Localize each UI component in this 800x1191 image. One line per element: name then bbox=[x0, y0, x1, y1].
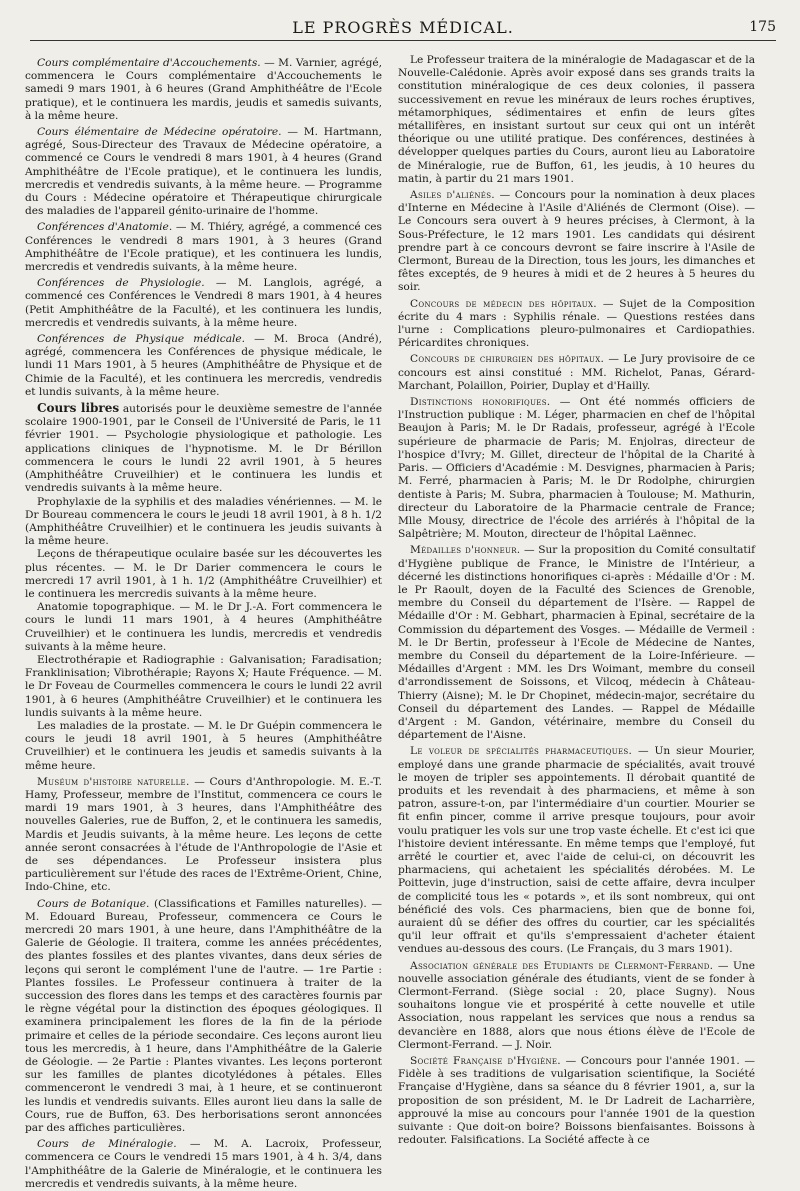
paragraph-text: (Classifications et Familles naturelles). — M. Edouard Bureau, Professeur, commencera ce Cours le mercredi 20 mars 1901, à une heure, dans l'Amphithéâtre de la Galerie de Géologie. Il traitera, comme les années précédentes, des plantes fossiles et des plantes vivantes, dans deux séries de leçons qui seront le complément l'une de l'autre. — 1re Partie : Plantes fossiles. Le Professeur continuera à traiter de la succession des flores dans les temps et des caractères fournis par le règne végétal pour la distinction des époques géologiques. Il examinera principalement les flores de la fin de la période primaire et celles de la période secondaire. Ces leçons auront lieu tous les mercredis, à 1 heure, dans l'Amphithéâtre de la Galerie de Géologie. — 2e Partie : Plantes vivantes. Les leçons porteront sur les familles de plantes dicotylédones à pétales. Elles commenceront le vendredi 3 mai, à 1 heure, et se continueront les lundis et vendredis suivants. Elles auront lieu dans la salle de Cours, rue de Buffon, 63. Des herborisations seront annoncées par des affiches particulières. bbox=[25, 897, 382, 1135]
paragraph bbox=[25, 898, 382, 1136]
paragraph-text: — M. Hartmann, agrégé, Sous-Directeur des Travaux de Médecine opératoire, a commencé ce Cours le vendredi 8 mars 1901, à 4 heures (Grand Amphithéâtre de l'Ecole pratique), et le continuera les lundis, mercredis et vendredis suivants, à la même heure. — Programme du Cours : Médecine opératoire et Thérapeutique chirurgicale des maladies de l'appareil génito-urinaire de l'homme. bbox=[25, 126, 382, 218]
paragraph bbox=[25, 277, 382, 330]
paragraph-text: — Un sieur Mourier, employé dans une grande pharmacie de spécialités, avait trouvé le moyen de tripler ses appointements. Il dérobait quantité de produits et les revendait à des pharmaciens, et même à son patron, assure-t-on, par l'intermédiaire d'un courtier. Mourier se fit enfin pincer, comme il arrive presque toujours, pour avoir voulu pratiquer les vols sur une trop vaste échelle. Et c'est ici que l'histoire devient intéressante. En même temps que l'employé, fut arrêté le courtier et, avec l'aide de celui-ci, on découvrit les pharmaciens, qui achetaient les spécialités dérobées. M. Le Poittevin, juge d'instruction, saisi de cette affaire, devra inculper de complicité tous les « potards », et ils sont nombreux, qui ont bénéficié des vols. Ces pharmaciens, bien que de bonne foi, auraient dû se défier des offres du courtier, car les spécialités qu'il leur offrait et qu'ils s'empressaient d'acheter étaient vendues au-dessous des cours. (Le Français, du 3 mars 1901). bbox=[398, 745, 755, 956]
paragraph bbox=[398, 960, 755, 1052]
paragraph-lead: Concours de chirurgien des hôpitaux. bbox=[410, 353, 605, 366]
paragraph-text: autorisés pour le deuxième semestre de l'année scolaire 1900-1901, par le Conseil de l'Université de Paris, le 11 février 1901. — Psychologie physiologique et pathologie. Les applications cliniques de l'hypnotisme. M. le Dr Bérillon commencera le cours le lundi 22 avril 1901, à 5 heures (Amphithéâtre Cruveilhier) et le continuera les lundis et vendredis suivants à la même heure. bbox=[25, 403, 382, 495]
paragraph-lead: Médailles d'honneur. bbox=[410, 544, 521, 557]
paragraph-text: — M. Varnier, agrégé, commencera le Cours complémentaire d'Accouchements le samedi 9 mars 1901, à 6 heures (Grand Amphithéâtre de l'Ecole pratique), et le continuera les mardis, jeudis et samedis suivants, à la même heure. bbox=[25, 57, 382, 122]
journal-title: LE PROGRÈS MÉDICAL. bbox=[292, 18, 514, 37]
paragraph-text: — Concours pour l'année 1901. — Fidèle à ses traditions de vulgarisation scientifique, la Société Française d'Hygiène, dans sa séance du 8 février 1901, a, sur la proposition de son président, M. le Dr Ladreit de Lacharrière, approuvé la mise au concours pour l'année 1901 de la question suivante : Que doit-on boire? Boissons bienfaisantes. Boissons à redouter. Falsifications. La Société affecte à ce bbox=[398, 1055, 755, 1147]
paragraph-lead: Asiles d'aliénés. bbox=[410, 189, 495, 202]
paragraph-text: — Ont été nommés officiers de l'Instruction publique : M. Léger, pharmacien en chef de l'hôpital Beaujon à Paris; M. le Dr Radais, professeur, agrégé à l'Ecole supérieure de pharmacie de Paris; M. Enjolras, directeur de l'hospice d'Ivry; M. Gillet, directeur de l'hôpital de la Charité à Paris. — Officiers d'Académie : M. Desvignes, pharmacien à Paris; M. Ferré, pharmacien à Paris; M. le Dr Rodolphe, chirurgien dentiste à Paris; M. Subra, pharmacien à Toulouse; M. Mathurin, directeur du Laboratoire de la Pharmacie centrale de France; Mlle Mousy, directrice de l'école des arriérés à l'hôpital de la Salpêtrière; M. Mouton, directeur de l'hôpital Laënnec. bbox=[398, 396, 755, 541]
paragraph-text: Leçons de thérapeutique oculaire basée sur les découvertes les plus récentes. — M. le Dr Darier commencera le cours le mercredi 17 avril 1901, à 1 h. 1/2 (Amphithéâtre Cruveilhier) et le continuera les mercredis suivants à la même heure. bbox=[25, 548, 382, 600]
paragraph-lead: Concours de médecin des hôpitaux. bbox=[410, 297, 597, 310]
paragraph bbox=[398, 396, 755, 541]
paragraph bbox=[398, 353, 755, 393]
paragraph bbox=[398, 544, 755, 742]
paragraph-lead: Muséum d'histoire naturelle. bbox=[37, 775, 190, 788]
paragraph-text: — M. Langlois, agrégé, a commencé ces Conférences le Vendredi 8 mars 1901, à 4 heures (Petit Amphithéâtre de la Faculté), et les continuera les lundis, mercredis et vendredis suivants, à la même heure. bbox=[25, 277, 382, 329]
paragraph-text: Electrothérapie et Radiographie : Galvanisation; Faradisation; Franklinisation; Vibrothérapie; Rayons X; Haute Fréquence. — M. le Dr Foveau de Courmelles commencera le cours le lundi 22 avril 1901, à 6 heures (Amphithéâtre Cruveilhier) et le continuera les lundis suivants à la même heure. bbox=[25, 653, 382, 719]
paragraph-text: — Concours pour la nomination à deux places d'Interne en Médecine à l'Asile d'Aliénés de Clermont (Oise). — Le Concours sera ouvert à 9 heures précises, à Clermont, à la Sous-Préfecture, le 12 mars 1901. Les candidats qui désirent prendre part à ce concours devront se faire inscrire à l'Asile de Clermont, Bureau de la Direction, tous les jours, les dimanches et fêtes exceptés, de 9 heures à midi et de 2 heures à 5 heures du soir. bbox=[398, 189, 756, 294]
paragraph bbox=[25, 402, 382, 495]
paragraph bbox=[398, 189, 755, 295]
paragraph bbox=[25, 654, 382, 720]
paragraph-lead: Conférences d'Anatomie. bbox=[37, 221, 173, 234]
paragraph-lead: Société Française d'Hygiène. bbox=[410, 1055, 561, 1068]
paragraph-text: Le Professeur traitera de la minéralogie de Madagascar et de la Nouvelle-Calédonie. Après avoir exposé dans ses grands traits la constitution minéralogique de ces deux colonies, il passera successivement en revue les minéraux de leurs roches éruptives, métamorphiques, sédimentaires et enfin de leurs gîtes métallifères, en insistant surtout sur ceux qui ont un intérêt théorique ou une utilité pratique. Des conférences, destinées à développer quelques parties du Cours, auront lieu au Laboratoire de Minéralogie, rue de Buffon, 61, les jeudis, à 10 heures du matin, à partir du 21 mars 1901. bbox=[398, 54, 756, 185]
paragraph bbox=[25, 333, 382, 399]
paragraph bbox=[398, 54, 755, 186]
right-column bbox=[398, 54, 756, 1147]
paragraph bbox=[25, 57, 382, 123]
paragraph-text: — Sur la proposition du Comité consultatif d'Hygiène publique de France, le Ministre de l'Intérieur, a décerné les distinctions honorifiques ci-après : Médaille d'Or : M. le Pr Raoult, doyen de la Faculté des Sciences de Grenoble, membre du Conseil du département de l'Isère. — Rappel de Médaille d'Or : M. Gebhart, pharmacien à Epinal, secrétaire de la Commission du département des Vosges. — Médaille de Vermeil : M. le Dr Bertin, professeur à l'Ecole de Médecine de Nantes, membre du Conseil du département de la Loire-Inférieure. — Médailles d'Argent : MM. les Drs Woimant, membre du conseil d'arrondissement de Soissons, et Vilcoq, médecin à Château-Thierry (Aisne); M. le Dr Chopinet, médecin-major, secrétaire du Conseil du département des Landes. — Rappel de Médaille d'Argent : M. Gandon, vétérinaire, membre du Conseil du département de l'Aisne. bbox=[398, 544, 755, 742]
paragraph bbox=[25, 548, 382, 601]
paragraph-lead: Cours complémentaire d'Accouchements. bbox=[37, 57, 261, 69]
paragraph-text: — M. Broca (André), agrégé, commencera les Conférences de physique médicale, le lundi 11 Mars 1901, à 5 heures (Amphithéâtre de Physique et de Chimie de la Faculté), et les continuera les mercredis, vendredis et lundis suivants, à la même heure. bbox=[25, 333, 382, 398]
paragraph-lead: Distinctions honorifiques. bbox=[410, 396, 551, 409]
paragraph-text: Les maladies de la prostate. — M. le Dr Guépin commencera le cours le jeudi 18 avril 1901, à 5 heures (Amphithéâtre Cruveilhier) et le continuera les jeudis et samedis suivants à la même heure. bbox=[25, 719, 382, 772]
paragraph-text: — M. Thiéry, agrégé, a commencé ces Conférences le vendredi 8 mars 1901, à 3 heures (Grand Amphithéâtre de l'Ecole pratique), et les continuera les lundis, mercredis et vendredis suivants, à la même heure. bbox=[25, 221, 382, 274]
paragraph-lead: Cours de Minéralogie. bbox=[37, 1138, 177, 1151]
left-column bbox=[25, 54, 382, 1190]
paragraph-lead: Cours élémentaire de Médecine opératoire. bbox=[37, 126, 282, 139]
paragraph-lead: Cours de Botanique. bbox=[37, 897, 150, 910]
paragraph-lead: Conférences de Physique médicale. bbox=[37, 333, 246, 346]
paragraph-text: Anatomie topographique. — M. le Dr J.-A. Fort commencera le cours le lundi 11 mars 1901, à 4 heures (Amphithéâtre Cruveilhier) et le continuera les lundis, mercredis et vendredis suivants à la même heure. bbox=[25, 601, 382, 653]
paragraph bbox=[398, 298, 755, 351]
paragraph bbox=[25, 221, 382, 274]
paragraph-text: — Cours d'Anthropologie. M. E.-T. Hamy, Professeur, membre de l'Institut, commencera ce cours le mardi 19 mars 1901, à 3 heures, dans l'Amphithéâtre des nouvelles Galeries, rue de Buffon, 2, et le continuera les samedis, Mardis et Jeudis suivants, à la même heure. Les leçons de cette année seront consacrées à l'étude de l'Anthropologie de l'Asie et de ses dépendances. Le Professeur insistera plus particulièrement sur l'étude des races de l'Extrême-Orient, Chine, Indo-Chine, etc. bbox=[25, 775, 382, 894]
page-number: 175 bbox=[749, 19, 776, 35]
paragraph-text: — Sujet de la Composition écrite du 4 mars : Syphilis rénale. — Questions restées dans l'urne : Complications pleuro-pulmonaires et Cardiopathies. Péricardites chroniques. bbox=[398, 297, 756, 350]
paragraph bbox=[25, 126, 382, 218]
paragraph bbox=[25, 496, 382, 549]
paragraph bbox=[25, 720, 382, 773]
paragraph-lead: Cours libres bbox=[37, 401, 120, 416]
paragraph-text: Prophylaxie de la syphilis et des maladies vénériennes. — M. le Dr Boureau commencera le cours le jeudi 18 avril 1901, à 8 h. 1/2 (Amphithéâtre Cruveilhier) et le continuera les jeudis suivants à la même heure. bbox=[25, 495, 382, 548]
paragraph-lead: Conférences de Physiologie. bbox=[37, 277, 205, 290]
paragraph bbox=[25, 776, 382, 895]
paragraph-lead: Le voleur de spécialités pharmaceutiques. bbox=[410, 745, 633, 758]
paragraph bbox=[25, 601, 382, 654]
paragraph-text: — M. A. Lacroix, Professeur, commencera ce Cours le vendredi 15 mars 1901, à 4 h. 3/4, dans l'Amphithéâtre de la Galerie de Minéralogie, et le continuera les mercredis et vendredis suivants, à la même heure. bbox=[25, 1138, 382, 1190]
paragraph-text: — Le Jury provisoire de ce concours est ainsi constitué : MM. Richelot, Panas, Gérard-Marchant, Polaillon, Poirier, Duplay et d'Hailly. bbox=[398, 353, 755, 392]
paragraph bbox=[25, 1138, 382, 1191]
paragraph-lead: Association générale des Etudiants de Clermont-Ferrand. bbox=[410, 959, 714, 972]
paragraph bbox=[398, 745, 755, 956]
page-header bbox=[30, 14, 776, 41]
paragraph-text: — Une nouvelle association générale des étudiants, vient de se fonder à Clermont-Ferrand. (Siège social : 20, place Sugny). Nous souhaitons longue vie et prospérité à cette nouvelle et utile Association, nous rappelant les services que nous a rendus sa devancière en 1888, alors que nous étions élève de l'Ecole de Clermont-Ferrand. — J. Noir. bbox=[398, 959, 755, 1051]
paragraph bbox=[398, 1055, 755, 1147]
